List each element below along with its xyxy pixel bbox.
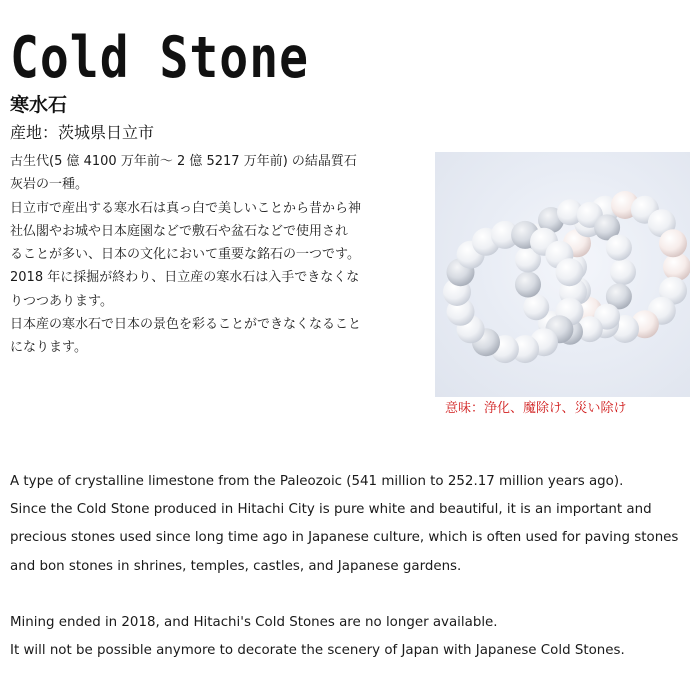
bracelet-illustration xyxy=(435,152,690,397)
jp-line: になります。 xyxy=(10,340,87,356)
en-line: Since the Cold Stone produced in Hitachi City is pure white and beautiful, it is an important and xyxy=(10,502,652,518)
en-line: It will not be possible anymore to decorate the scenery of Japan with Japanese Cold Stones. xyxy=(10,643,625,659)
bracelet-photo xyxy=(435,152,690,397)
bead xyxy=(606,235,632,261)
bead xyxy=(515,272,541,298)
jp-line: 2018 年に採掘が終わり、日立産の寒水石は入手できなくな xyxy=(10,270,360,286)
jp-line: りつつあります。 xyxy=(10,293,113,309)
jp-line: 古生代(5 億 4100 万年前～ 2 億 5217 万年前) の結晶質石 xyxy=(10,154,357,169)
jp-line: 日立市で産出する寒水石は真っ白で美しいことから昔から神 xyxy=(10,200,362,216)
bead xyxy=(610,259,636,285)
bead xyxy=(663,253,690,281)
bead xyxy=(556,258,584,286)
japanese-description xyxy=(10,150,418,360)
jp-line: 日本産の寒水石で日本の景色を彩ることができなくなること xyxy=(10,317,362,333)
jp-line: 灰岩の一種。 xyxy=(10,177,89,193)
bead xyxy=(523,294,549,320)
en-line: A type of crystalline limestone from the Paleozoic (541 million to 252.17 million years ago). xyxy=(10,474,624,489)
en-line: precious stones used since long time ago in Japanese culture, which is often used for paving stones xyxy=(10,530,679,546)
meaning-label: 意味：浄化、魔除け、災い除け xyxy=(445,401,627,416)
jp-line: ることが多い、日本の文化において重要な銘石の一つです。 xyxy=(10,247,360,263)
en-line: and bon stones in shrines, temples, castles, and Japanese gardens. xyxy=(10,558,462,574)
product-subtitle-japanese: 寒水石 xyxy=(10,94,68,116)
product-title: Cold Stone xyxy=(10,25,309,92)
origin-label: 産地：茨城県日立市 xyxy=(10,123,155,142)
bead xyxy=(659,229,687,257)
english-description xyxy=(10,468,695,665)
jp-line: 社仏閣やお城や日本庭園などで敷石や盆石などで使用され xyxy=(10,223,349,239)
en-line: Mining ended in 2018, and Hitachi's Cold Stones are no longer available. xyxy=(10,614,498,630)
